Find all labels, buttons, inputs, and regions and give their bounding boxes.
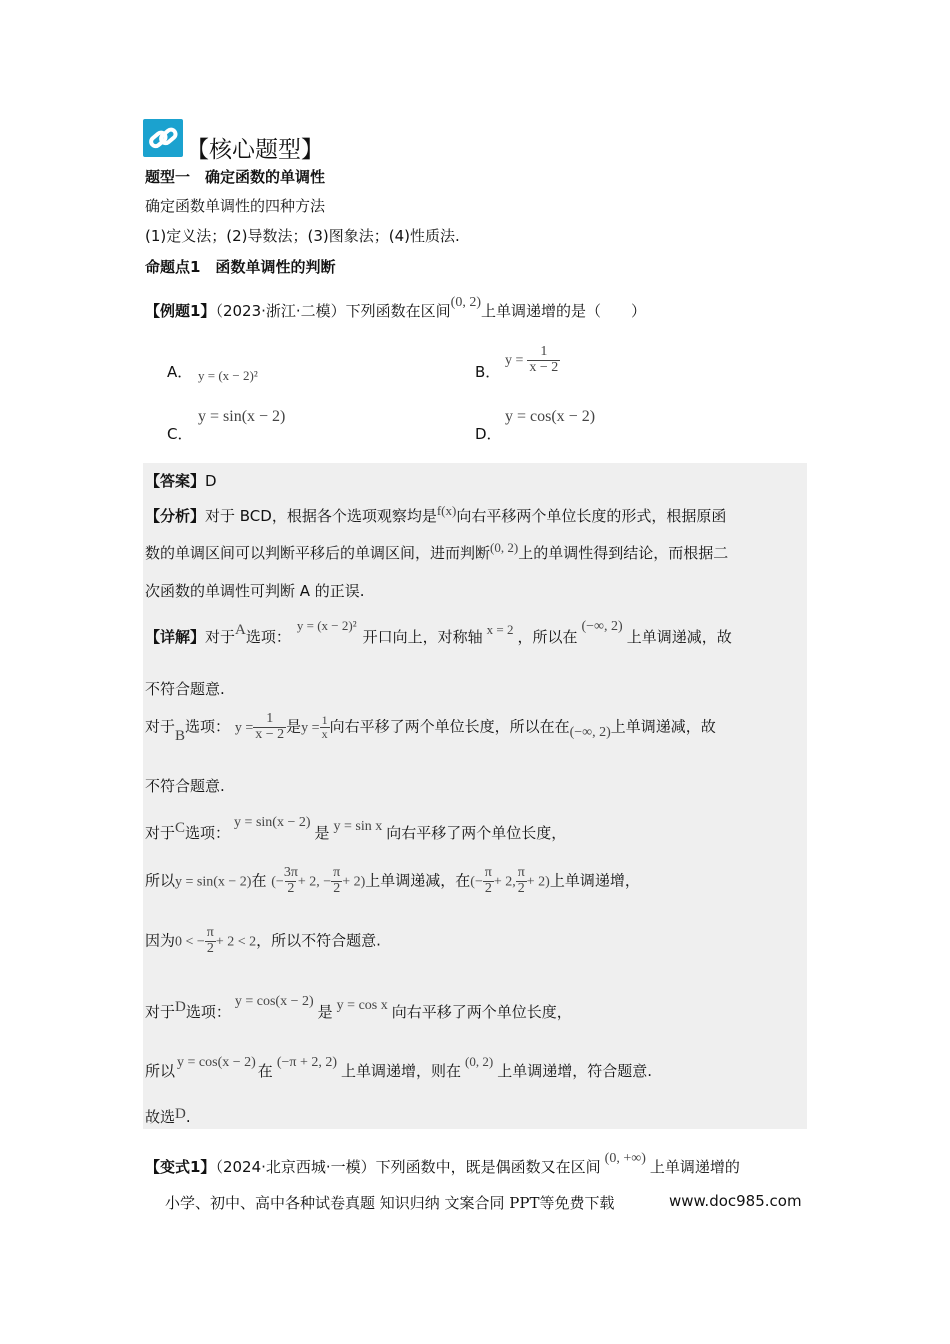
detail-b-line-2: 不符合题意.: [145, 777, 225, 795]
methods-list: (1)定义法；(2)导数法；(3)图象法；(4)性质法.: [145, 227, 460, 245]
option-c-label: C．: [167, 425, 193, 443]
option-a-label: A．: [167, 363, 193, 381]
point-heading: 命题点1 函数单调性的判断: [145, 258, 336, 276]
option-c-expr: y = sin(x − 2): [198, 408, 286, 425]
detail-a-line: 【详解】对于A选项：y = (x − 2)²开口向上，对称轴 x = 2 ，所以在(−∞, 2)上单调递减，故: [145, 618, 732, 646]
example-tag: 【例题1】: [145, 302, 216, 320]
detail-c-line: 对于C选项：y = sin(x − 2)是 y = sin x 向右平移了两个单位长度，: [145, 815, 567, 842]
analysis-line-3: 次函数的单调性可判断 A 的正误.: [145, 582, 365, 600]
detail-a-line-2: 不符合题意.: [145, 680, 225, 698]
analysis-line-2: 数的单调区间可以判断平移后的单调区间，进而判断(0, 2)上的单调性得到结论，而根据二: [145, 540, 729, 562]
analysis-line-1: 【分析】对于 BCD，根据各个选项观察均是f(x)向右平移两个单位长度的形式，根据原函: [145, 503, 727, 525]
footer-url[interactable]: www.doc985.com: [669, 1192, 802, 1210]
answer-value: D: [205, 472, 217, 490]
final-answer-line: 故选D.: [145, 1106, 191, 1126]
detail-b-line: 对于B选项： y = $\frac{1}{x - 2}$ 是y = $\frac{1}{x}$ 向右平移了两个单位长度，所以在在(−∞, 2)上单调递减，故: [145, 711, 716, 744]
detail-d-line: 对于D选项：y = cos(x − 2)是 y = cos x 向右平移了两个单位长度，: [145, 994, 572, 1021]
example-question: [145, 295, 647, 321]
question-interval: (0, 2): [450, 295, 481, 310]
question-post: 上单调递增的是（ ）: [481, 302, 647, 320]
option-d-expr: y = cos(x − 2): [505, 408, 596, 425]
answer-line: 【答案】D: [145, 472, 217, 490]
method-title: 确定函数单调性的四种方法: [145, 197, 326, 215]
option-d-label: D．: [475, 425, 502, 443]
example-source: （2023·浙江·二模）: [215, 302, 346, 320]
footer-text: 小学、初中、高中各种试卷真题 知识归纳 文案合同 PPT等免费下载: [165, 1194, 615, 1212]
section-heading: 题型一 确定函数的单调性: [145, 168, 326, 186]
detail-d-line-2: 所以 y = cos(x − 2) 在 (−π + 2, 2) 上单调递增，则在(0, 2)上单调递增，符合题意.: [145, 1054, 652, 1080]
chain-link-icon: [143, 119, 183, 157]
option-a-expr: y = (x − 2)²: [198, 368, 258, 383]
option-b-label: B．: [475, 363, 501, 381]
variant-question: 【变式1】（2024·北京西城·一模）下列函数中，既是偶函数又在区间 (0, +∞) 上单调递增的: [145, 1151, 740, 1176]
detail-c-line-2: 所以y = sin(x − 2)在 (− $\frac{3\pi}{2}$ + 2, − $\frac{\pi}{2}$ + 2)上单调递减，在(− $\frac{\pi}{2}$ + 2, $\frac{\pi}{2}$ + 2)上单调递增，: [145, 865, 640, 896]
detail-c-line-3: 因为0 < − $\frac{\pi}{2}$ + 2 < 2，所以不符合题意.: [145, 925, 381, 956]
page-title: 【核心题型】: [186, 137, 324, 163]
option-b-expr: y = $\frac{1}{x - 2}$: [505, 344, 559, 375]
question-pre: 下列函数在区间: [345, 302, 451, 320]
